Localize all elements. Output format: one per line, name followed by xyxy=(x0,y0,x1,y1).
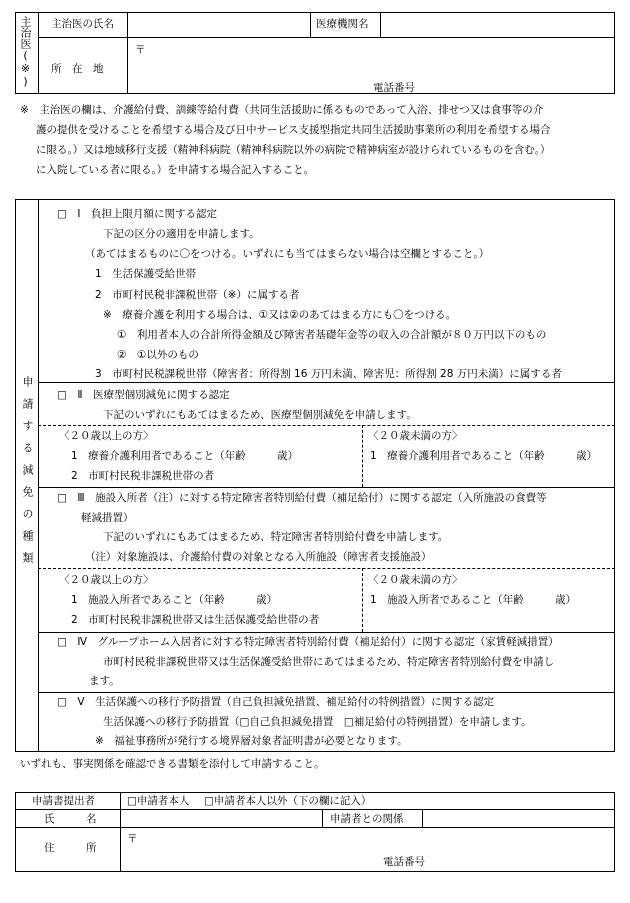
sec3-title[interactable]: □ Ⅲ 施設入所者（注）に対する特定障害者特別給付費（補足給付）に関する認定（入所施設の食費等 xyxy=(57,492,547,504)
sec4-title[interactable]: □ Ⅳ グループホーム入居者に対する特定障害者特別給付費（補足給付）に関する認定（家賃軽減措置） xyxy=(57,636,559,648)
sec1-line1: 下記の区分の適用を申請します。 xyxy=(103,228,260,240)
submitter-phone-label: 電話番号 xyxy=(383,856,425,868)
doctor-address-label: 所 在 地 xyxy=(51,63,104,75)
sec4-line1: 市町村民税非課税世帯又は生活保護受給世帯にあてはまるため、特定障害者特別給付費を申請し xyxy=(103,656,555,668)
submitter-address-field[interactable] xyxy=(142,830,612,854)
sec3-right-1[interactable]: 1 施設入所者であること（年齢 歳） xyxy=(370,594,577,606)
submitter-postal-mark: 〒 xyxy=(127,833,138,845)
sec3-left-1[interactable]: 1 施設入所者であること（年齢 歳） xyxy=(71,594,278,606)
sec1-opt1[interactable]: 1 生活保護受給世帯 xyxy=(95,268,197,280)
sec3-right-head: 〈２０歳未満の方〉 xyxy=(368,574,463,586)
sec3-title-cont: 軽減措置） xyxy=(81,512,134,524)
institution-label: 医療機関名 xyxy=(316,18,369,30)
sec1-opt2[interactable]: 2 市町村民税非課税世帯（※）に属する者 xyxy=(95,289,300,301)
doctor-postal-mark: 〒 xyxy=(135,44,146,56)
sec2-left-2[interactable]: 2 市町村民税非課税世帯の者 xyxy=(71,470,215,482)
submitter-relation-field[interactable] xyxy=(425,811,613,825)
sec1-note1a[interactable]: ① 利用者本人の合計所得金額及び障害者基礎年金等の収入の合計額が８０万円以下のもの xyxy=(117,329,547,341)
sec3-left-head: 〈２０歳以上の方〉 xyxy=(59,574,154,586)
sec1-note1: ※ 療養介護を利用する場合は、①又は②のあてはまる方にも〇をつける。 xyxy=(103,309,457,321)
submitter-name-field[interactable] xyxy=(123,811,319,825)
sec1-opt3[interactable]: 3 市町村民税課税世帯（障害者：所得割 16 万円未満、障害児：所得割 28 万円未満）に属する者 xyxy=(95,368,562,380)
doctor-address-field[interactable] xyxy=(150,42,610,82)
doctor-note-line: に入院している者に限る。）を申請する場合記入すること。 xyxy=(36,164,315,176)
submitter-address-label: 住 所 xyxy=(44,842,97,854)
institution-field[interactable] xyxy=(383,14,613,35)
submitter-name-label: 氏 名 xyxy=(44,813,97,825)
sec3-line1: 下記のいずれにもあてはまるため、特定障害者特別給付費を申請します。 xyxy=(103,531,449,543)
doctor-note-line: 護の提供を受けることを希望する場合及び日中サービス支援型指定共同生活援助事業所の利用を希望する場合 xyxy=(36,124,551,136)
doctor-side-label: 主治医(※) xyxy=(19,16,32,88)
sec1-title[interactable]: □ Ⅰ 負担上限月額に関する認定 xyxy=(57,208,218,220)
attach-note: いずれも、事実関係を確認できる書類を添付して申請すること。 xyxy=(20,758,325,770)
doctor-name-field[interactable] xyxy=(130,14,308,35)
sec2-left-1[interactable]: 1 療養介護利用者であること（年齢 歳） xyxy=(71,450,299,462)
doctor-note-line: ※ 主治医の欄は、介護給付費、訓練等給付費（共同生活援助に係るものであって入浴、排せつ又は食事等の介 xyxy=(20,104,544,116)
sec1-note1b[interactable]: ② ①以外のもの xyxy=(117,349,199,361)
sec1-line2: （あてはまるものに〇をつける。いずれにも当てはまらない場合は空欄とすること。） xyxy=(85,248,490,260)
submitter-other-checkbox[interactable]: □申請者本人以外（下の欄に記入） xyxy=(204,795,372,807)
sec5-title[interactable]: □ Ⅴ 生活保護への移行予防措置（自己負担減免措置、補足給付の特例措置）に関する認定 xyxy=(57,696,495,708)
sec2-line1: 下記のいずれにもあてはまるため、医療型個別減免を申請します。 xyxy=(103,409,417,421)
sec3-note: （注）対象施設は、介護給付費の対象となる入所施設（障害者支援施設） xyxy=(85,551,432,563)
reduction-side-label: 申請する減免の種類 xyxy=(21,376,34,574)
sec4-line2: ます。 xyxy=(89,675,120,687)
submitter-label: 申請書提出者 xyxy=(32,795,95,807)
doctor-note-line: に限る。）又は地域移行支援（精神科病院（精神科病院以外の病院で精神病室が設けられているものを含む。） xyxy=(36,144,551,156)
sec2-title[interactable]: □ Ⅱ 医療型個別減免に関する認定 xyxy=(57,389,230,401)
sec2-right-head: 〈２０歳未満の方〉 xyxy=(368,430,463,442)
doctor-name-label: 主治医の氏名 xyxy=(51,18,114,30)
doctor-phone-label: 電話番号 xyxy=(373,82,415,94)
sec5-line1[interactable]: 生活保護への移行予防措置（□自己負担減免措置 □補足給付の特例措置）を申請します。 xyxy=(103,716,532,728)
sec3-left-2[interactable]: 2 市町村民税非課税世帯又は生活保護受給世帯の者 xyxy=(71,614,320,626)
submitter-relation-label: 申請者との関係 xyxy=(330,813,404,825)
submitter-self-checkbox[interactable]: □申請者本人 xyxy=(127,795,190,807)
sec5-note: ※ 福祉事務所が発行する境界層対象者証明書が必要となります。 xyxy=(95,735,408,747)
sec2-right-1[interactable]: 1 療養介護利用者であること（年齢 歳） xyxy=(370,450,598,462)
sec2-left-head: 〈２０歳以上の方〉 xyxy=(59,430,154,442)
